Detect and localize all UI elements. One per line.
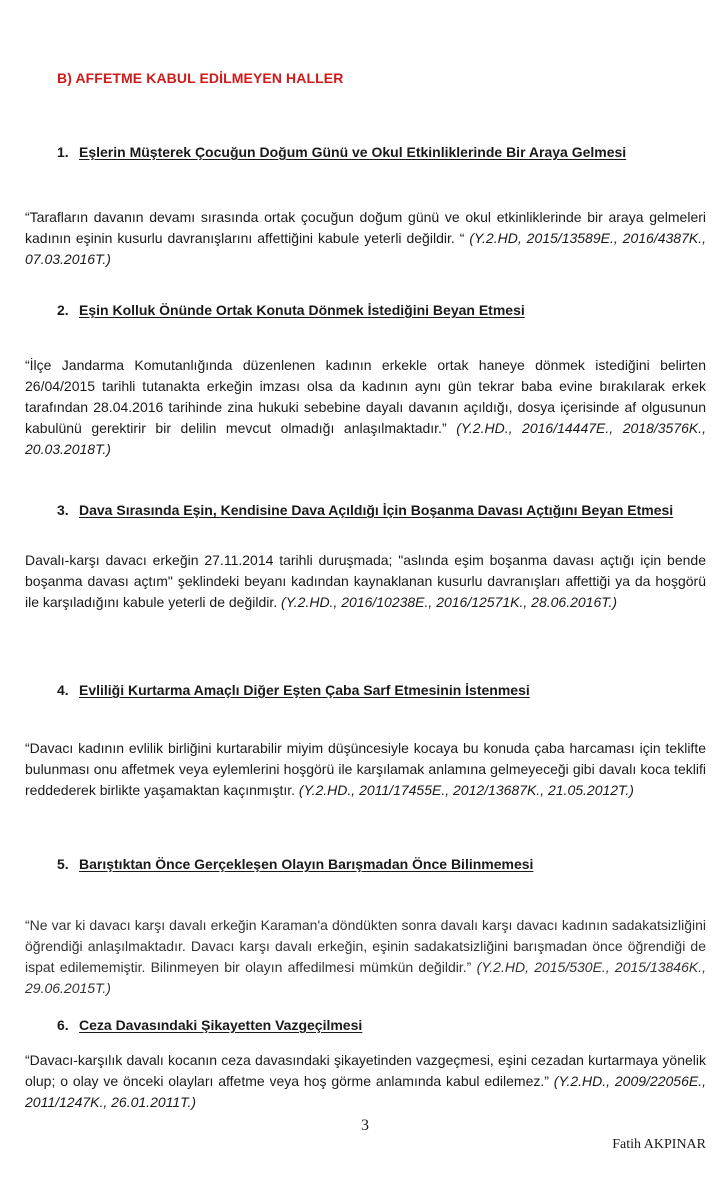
section-title-text: Ceza Davasındaki Şikayetten Vazgeçilmesi: [79, 1017, 363, 1033]
court-citation: (Y.2.HD, 2015/13589E., 2016/4387K., 07.03.2016T.): [25, 230, 706, 267]
section-6-paragraph: [25, 1050, 706, 1113]
section-3-paragraph: [25, 550, 706, 613]
section-1-paragraph: [25, 207, 706, 270]
page-number: 3: [361, 1117, 369, 1134]
court-citation: (Y.2.HD, 2015/530E., 2015/13846K., 29.06.2015T.): [25, 959, 706, 996]
section-2-paragraph: [25, 355, 706, 460]
section-title-text: Barıştıktan Önce Gerçekleşen Olayın Barışmadan Önce Bilinmemesi: [79, 856, 534, 872]
court-citation: (Y.2.HD., 2016/14447E., 2018/3576K., 20.03.2018T.): [25, 420, 707, 457]
section-number: 6.: [57, 1017, 69, 1033]
court-citation: (Y.2.HD., 2009/22056E., 2011/1247K., 26.01.2011T.): [25, 1073, 706, 1110]
page-heading: B) AFFETME KABUL EDİLMEYEN HALLER: [57, 70, 344, 86]
section-4-paragraph: [25, 738, 706, 801]
paragraph-text: “Davacı-karşılık davalı kocanın ceza davasındaki şikayetinden vazgeçmesi, eşini cezadan kurtarmaya yönelik olup; o olay ve önceki olayları affetme veya hoş görme anlamında kabul edilemez.”: [25, 1052, 706, 1089]
paragraph-text: Davalı-karşı davacı erkeğin 27.11.2014 tarihli duruşmada; "aslında eşim boşanma davası açtığı için bende boşanma davası açtım" şeklindeki beyanı kadından kaynaklanan kusurlu davranışları affettiği ya da hoşgörü ile karşıladığını kabule yeterli de değildir.: [25, 552, 706, 610]
section-number: 2.: [57, 302, 69, 318]
section-title-1: [57, 144, 626, 160]
paragraph-text: “Davacı kadının evlilik birliğini kurtarabilir miyim düşüncesiyle kocaya bu konuda çaba harcaması için teklifte bulunması onu affetmek veya eylemlerini hoşgörü ile karşılamak anlamına gelmeyeceği gibi davalı koca teklifi reddederek birlikte yaşamaktan kaçınmıştır.: [25, 740, 706, 798]
paragraph-text: “İlçe Jandarma Komutanlığında düzenlenen kadının erkekle ortak haneye dönmek istediğini belirten 26/04/2015 tarihli tutanakta erkeğin imzası olsa da kadının aynı gün tekrar baba evine bırakılarak erkek tarafından 28.04.2016 tarihinde zina hukuki sebebine dayalı davanın açıldığı, dosya içerisinde af olgusunun kabulünü gerektirir bir delilin mevcut olmadığı anlaşılmaktadır.”: [25, 357, 706, 436]
author-name: Fatih AKPINAR: [612, 1137, 706, 1152]
section-number: 4.: [57, 682, 69, 698]
section-title-4: [57, 682, 530, 698]
court-citation: (Y.2.HD., 2011/17455E., 2012/13687K., 21.05.2012T.): [298, 782, 634, 798]
paragraph-text: “Tarafların davanın devamı sırasında ortak çocuğun doğum günü ve okul etkinliklerinde bir araya gelmeleri kadının eşinin kusurlu davranışlarını affettiğini kabule yeterli değildir. “: [25, 209, 706, 246]
section-number: 5.: [57, 856, 69, 872]
section-title-text: Eşlerin Müşterek Çocuğun Doğum Günü ve Okul Etkinliklerinde Bir Araya Gelmesi: [79, 144, 627, 160]
section-title-6: [57, 1017, 362, 1033]
section-number: 3.: [57, 502, 69, 518]
section-title-text: Dava Sırasında Eşin, Kendisine Dava Açıldığı İçin Boşanma Davası Açtığını Beyan Etmesi: [79, 502, 674, 518]
section-title-text: Eşin Kolluk Önünde Ortak Konuta Dönmek İstediğini Beyan Etmesi: [79, 302, 525, 318]
section-title-5: [57, 856, 533, 872]
court-citation: (Y.2.HD., 2016/10238E., 2016/12571K., 28.06.2016T.): [281, 594, 618, 610]
paragraph-text: “Ne var ki davacı karşı davalı erkeğin Karaman'a döndükten sonra davalı karşı davacı kadının sadakatsizliğini öğrendiği anlaşılmaktadır. Davacı karşı davalı erkeğin, eşinin sadakatsizliğini barışmadan önce öğrendiği de ispat edilememiştir. Bilinmeyen bir olayın affedilmesi mümkün değildir.”: [25, 917, 706, 975]
section-title-3: [57, 502, 673, 518]
section-5-paragraph: [25, 915, 706, 999]
section-title-text: Evliliği Kurtarma Amaçlı Diğer Eşten Çaba Sarf Etmesinin İstenmesi: [79, 682, 530, 698]
section-number: 1.: [57, 144, 69, 160]
section-title-2: [57, 302, 525, 318]
